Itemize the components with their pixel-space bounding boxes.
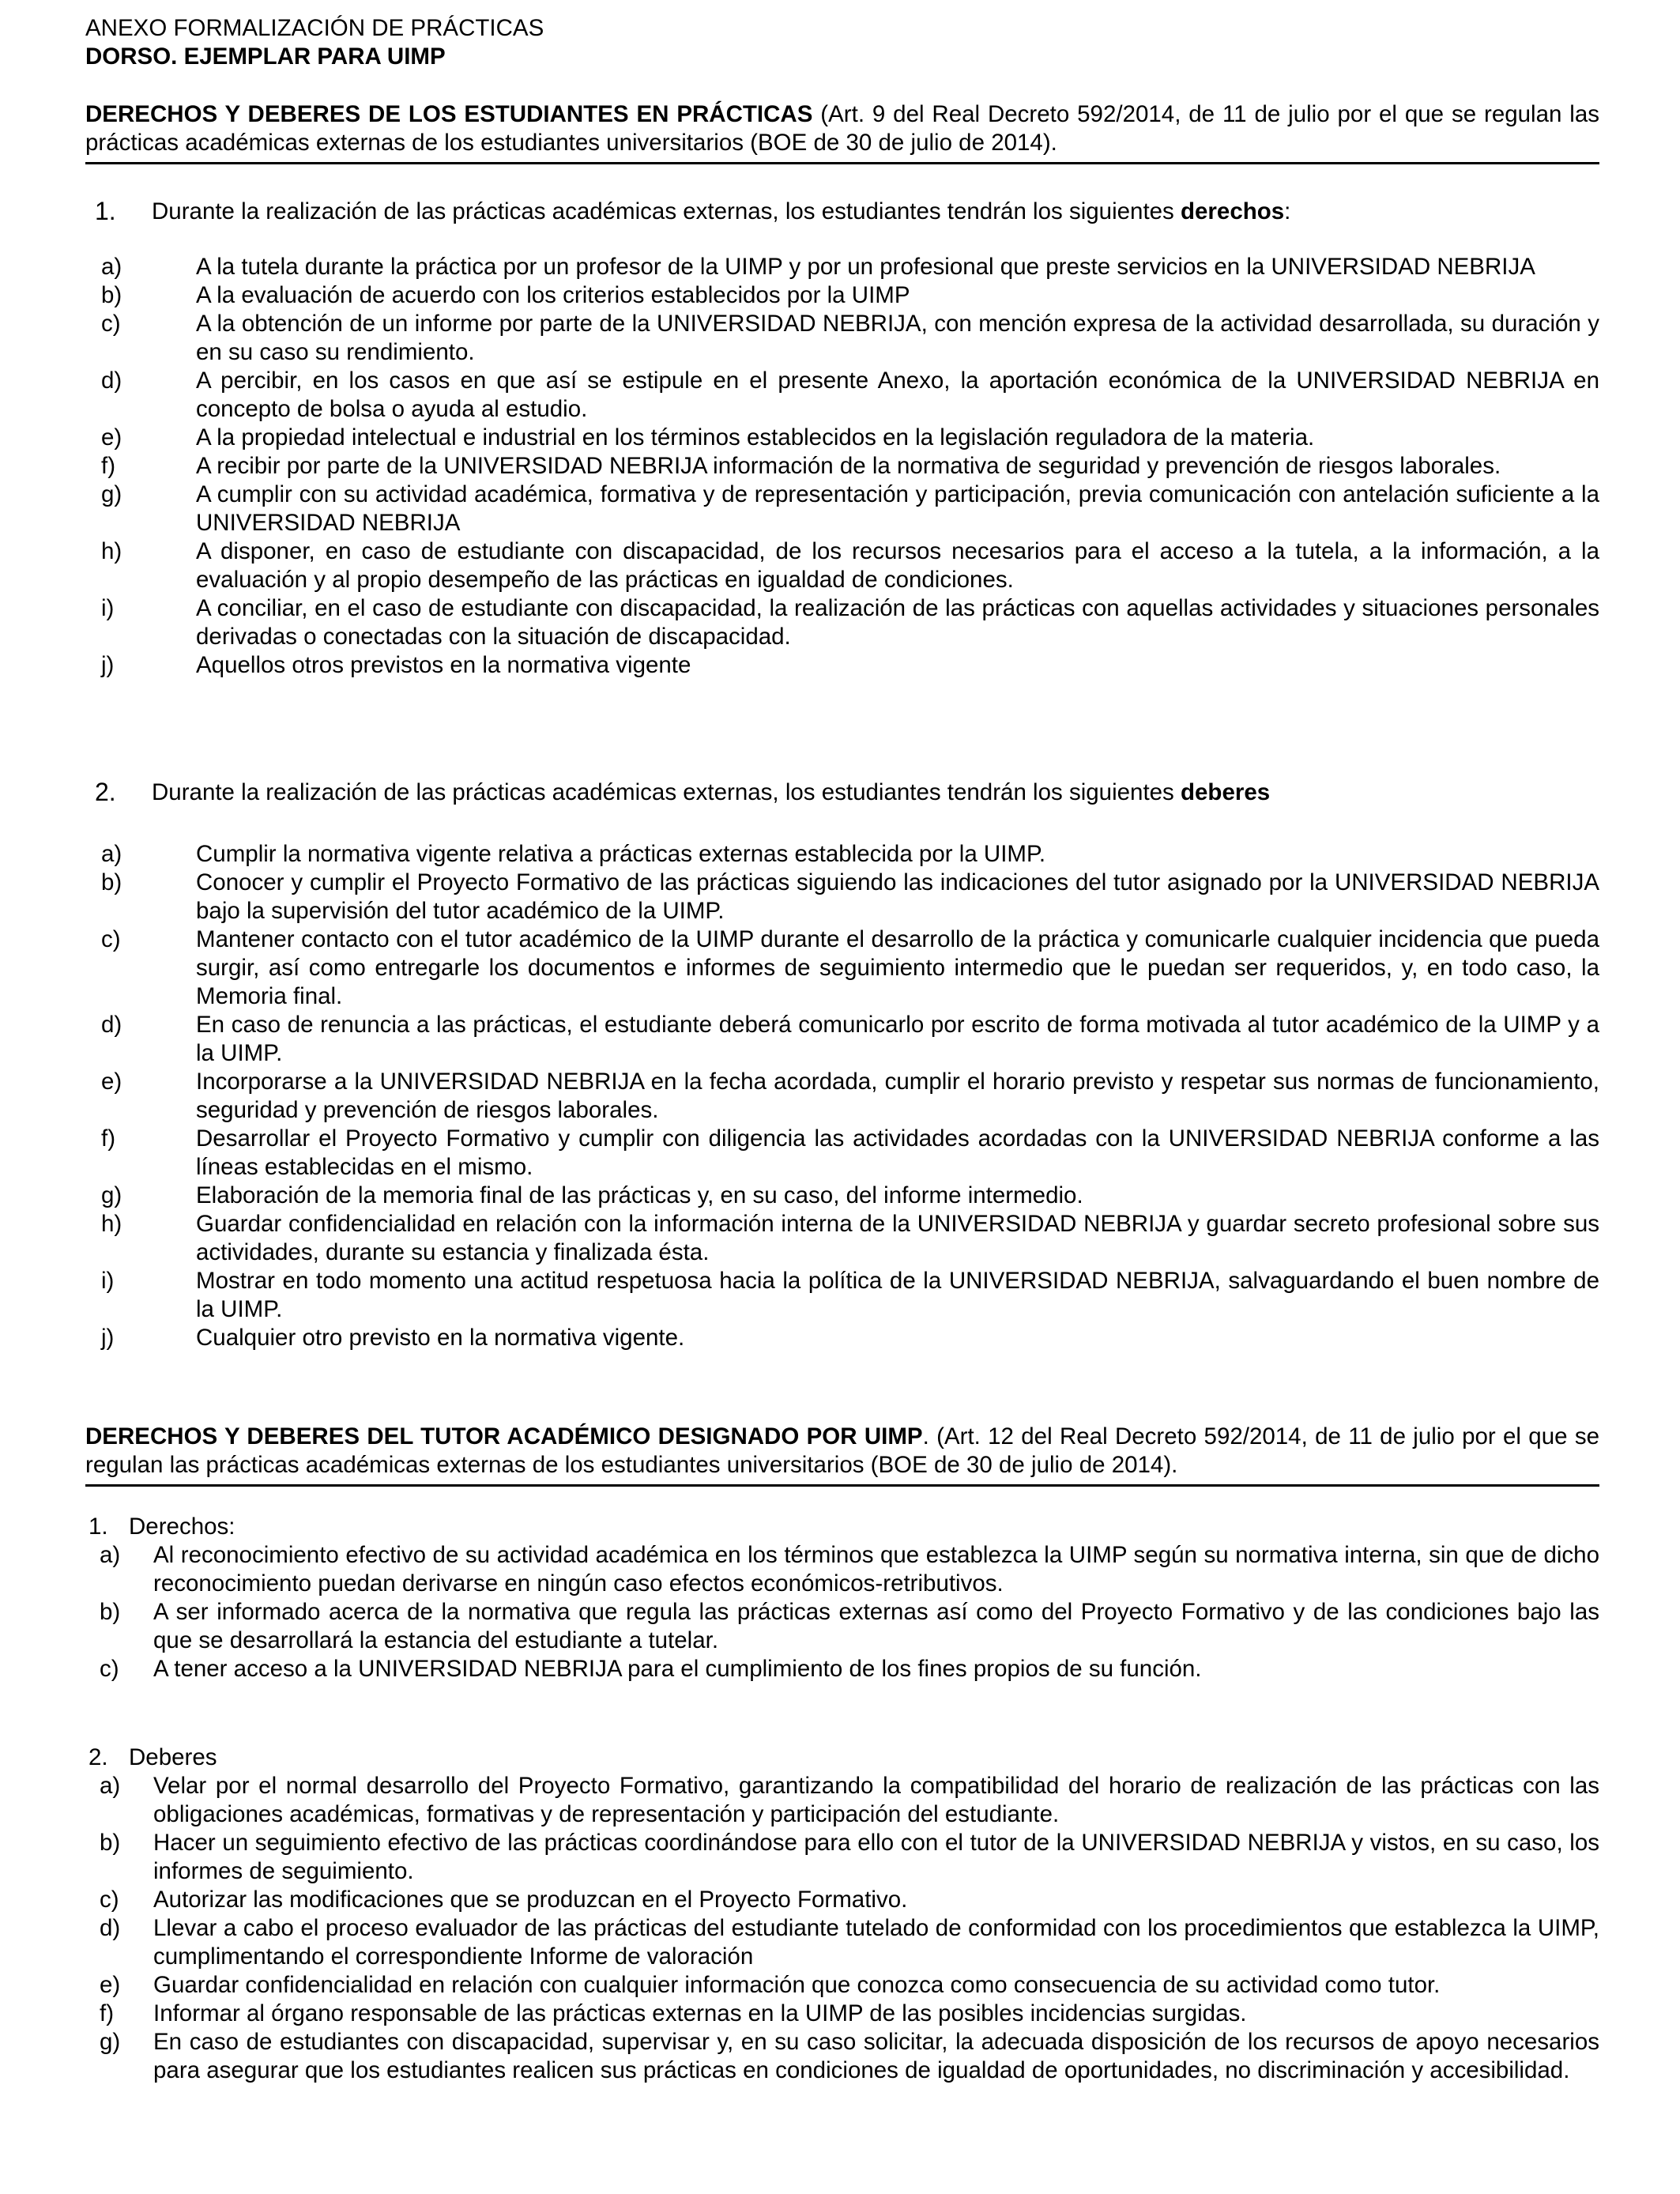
students-rights-intro-colon: : bbox=[1284, 198, 1291, 224]
list-item-label: a) bbox=[100, 1773, 121, 1799]
list-item-label: a) bbox=[101, 841, 122, 867]
list-item-text: En caso de estudiantes con discapacidad, supervisar y, en su caso solicitar, la adecuada disposición de los recursos de apoyo necesarios para asegurar que los estudiantes realicen sus prácticas en condiciones de igualdad de oportunidades, no discriminación y accesibilidad. bbox=[153, 2029, 1599, 2083]
list-item-text: Incorporarse a la UNIVERSIDAD NEBRIJA en la fecha acordada, cumplir el horario previsto y respetar sus normas de funcionamiento, seguridad y prevención de riesgos laborales. bbox=[196, 1069, 1599, 1123]
list-item-text: Hacer un seguimiento efectivo de las prácticas coordinándose para ello con el tutor de la UNIVERSIDAD NEBRIJA y vistos, en su caso, los informes de seguimiento. bbox=[153, 1830, 1599, 1884]
list-item-label: h) bbox=[101, 1211, 122, 1237]
list-item bbox=[101, 253, 1599, 281]
students-rights-number: 1. bbox=[95, 197, 116, 225]
list-item bbox=[101, 840, 1599, 869]
list-item bbox=[100, 1772, 1599, 1829]
list-item-text: A la propiedad intelectual e industrial en los términos establecidos en la legislación reguladora de la materia. bbox=[196, 424, 1315, 450]
list-item bbox=[101, 281, 1599, 310]
list-item-text: Informar al órgano responsable de las prácticas externas en la UIMP de las posibles incidencias surgidas. bbox=[153, 2000, 1247, 2026]
list-item-label: c) bbox=[100, 1656, 119, 1682]
list-item-text: Elaboración de la memoria final de las prácticas y, en su caso, del informe intermedio. bbox=[196, 1182, 1083, 1208]
list-item bbox=[101, 481, 1599, 537]
list-item-text: A conciliar, en el caso de estudiante con discapacidad, la realización de las prácticas con aquellas actividades y situaciones personales derivadas o conectadas con la situación de discapacidad. bbox=[196, 595, 1599, 650]
list-item-label: c) bbox=[101, 311, 121, 337]
students-duties-number: 2. bbox=[95, 778, 116, 806]
list-item bbox=[100, 1598, 1599, 1655]
list-item-text: Autorizar las modificaciones que se produzcan en el Proyecto Formativo. bbox=[153, 1887, 908, 1913]
list-item-text: A la tutela durante la práctica por un profesor de la UIMP y por un profesional que preste servicios en la UNIVERSIDAD NEBRIJA bbox=[196, 254, 1535, 280]
list-item-label: h) bbox=[101, 538, 122, 564]
list-item bbox=[100, 1971, 1599, 2000]
list-item-label: e) bbox=[101, 1069, 122, 1095]
list-item bbox=[101, 424, 1599, 452]
list-item-label: j) bbox=[101, 652, 115, 678]
students-section-heading bbox=[85, 100, 1599, 157]
list-item-label: g) bbox=[100, 2029, 121, 2055]
list-item-text: Mostrar en todo momento una actitud respetuosa hacia la política de la UNIVERSIDAD NEBRIJA, salvaguardando el buen nombre de la UIMP. bbox=[196, 1268, 1599, 1322]
students-heading-rule bbox=[85, 162, 1599, 164]
list-item bbox=[101, 310, 1599, 367]
list-item-text: A tener acceso a la UNIVERSIDAD NEBRIJA para el cumplimiento de los fines propios de su función. bbox=[153, 1656, 1202, 1682]
list-item-text: Cualquier otro previsto en la normativa vigente. bbox=[196, 1325, 685, 1351]
list-item bbox=[101, 1182, 1599, 1210]
list-item bbox=[101, 537, 1599, 594]
students-rights-intro-text: Durante la realización de las prácticas académicas externas, los estudiantes tendrán los siguientes bbox=[152, 198, 1181, 224]
list-item-text: Conocer y cumplir el Proyecto Formativo de las prácticas siguiendo las indicaciones del tutor asignado por la UNIVERSIDAD NEBRIJA bajo la supervisión del tutor académico de la UIMP. bbox=[196, 869, 1599, 924]
list-item-text: A ser informado acerca de la normativa que regula las prácticas externas así como del Proyecto Formativo y de las condiciones bajo las que se desarrollará la estancia del estudiante a tutelar. bbox=[153, 1599, 1599, 1653]
list-item-text: Guardar confidencialidad en relación con cualquier información que conozca como consecuencia de su actividad como tutor. bbox=[153, 1972, 1441, 1998]
list-item-label: f) bbox=[101, 1125, 116, 1152]
list-item-text: A cumplir con su actividad académica, formativa y de representación y participación, previa comunicación con antelación suficiente a la UNIVERSIDAD NEBRIJA bbox=[196, 481, 1599, 536]
tutor-heading-title: DERECHOS Y DEBERES DEL TUTOR ACADÉMICO DESIGNADO POR UIMP bbox=[85, 1423, 923, 1449]
list-item bbox=[101, 1267, 1599, 1324]
students-duties-intro-keyword: deberes bbox=[1181, 779, 1271, 805]
list-item-label: a) bbox=[100, 1542, 121, 1568]
students-rights-list bbox=[101, 253, 1599, 680]
tutor-heading-rule bbox=[85, 1484, 1599, 1487]
tutor-duties-number: 2. bbox=[89, 1744, 108, 1770]
list-item bbox=[100, 1655, 1599, 1683]
list-item-label: g) bbox=[101, 1182, 122, 1208]
tutor-rights-title: Derechos: bbox=[129, 1514, 235, 1540]
list-item bbox=[100, 1914, 1599, 1971]
list-item bbox=[101, 1011, 1599, 1068]
tutor-rights-list bbox=[100, 1541, 1599, 1683]
list-item-label: c) bbox=[100, 1887, 119, 1913]
list-item-text: A disponer, en caso de estudiante con discapacidad, de los recursos necesarios para el acceso a la tutela, a la información, a la evaluación y al propio desempeño de las prácticas en igualdad de condiciones. bbox=[196, 538, 1599, 593]
list-item-label: a) bbox=[101, 254, 122, 280]
list-item-label: d) bbox=[100, 1915, 121, 1941]
students-heading-reference: (Art. 9 del Real Decreto 592/2014, de 11 de julio por el que se regulan las prácticas académicas externas de los estudiantes universitarios (BOE de 30 de julio de 2014). bbox=[85, 101, 1599, 156]
list-item-text: Guardar confidencialidad en relación con la información interna de la UNIVERSIDAD NEBRIJA y guardar secreto profesional sobre sus actividades, durante su estancia y finalizada ésta. bbox=[196, 1211, 1599, 1265]
list-item-text: A la obtención de un informe por parte de la UNIVERSIDAD NEBRIJA, con mención expresa de la actividad desarrollada, su duración y en su caso su rendimiento. bbox=[196, 311, 1599, 365]
tutor-duties-list bbox=[100, 1772, 1599, 2085]
students-duties-intro bbox=[152, 778, 1599, 807]
list-item bbox=[100, 2028, 1599, 2085]
list-item bbox=[100, 1541, 1599, 1598]
list-item bbox=[101, 925, 1599, 1011]
list-item-text: Desarrollar el Proyecto Formativo y cumplir con diligencia las actividades acordadas con la UNIVERSIDAD NEBRIJA conforme a las líneas establecidas en el mismo. bbox=[196, 1125, 1599, 1180]
list-item-text: A percibir, en los casos en que así se estipule en el presente Anexo, la aportación económica de la UNIVERSIDAD NEBRIJA en concepto de bolsa o ayuda al estudio. bbox=[196, 368, 1599, 422]
annex-title: ANEXO FORMALIZACIÓN DE PRÁCTICAS bbox=[85, 15, 544, 41]
list-item-text: Aquellos otros previstos en la normativa vigente bbox=[196, 652, 691, 678]
tutor-section-heading bbox=[85, 1423, 1599, 1480]
list-item-label: d) bbox=[101, 368, 122, 394]
tutor-heading-reference: . (Art. 12 del Real Decreto 592/2014, de 11 de julio por el que se regulan las prácticas académicas externas de los estudiantes universitarios (BOE de 30 de julio de 2014). bbox=[85, 1423, 1599, 1478]
list-item-text: A recibir por parte de la UNIVERSIDAD NEBRIJA información de la normativa de seguridad y prevención de riesgos laborales. bbox=[196, 453, 1501, 479]
list-item-label: e) bbox=[100, 1972, 121, 1998]
list-item-text: Velar por el normal desarrollo del Proyecto Formativo, garantizando la compatibilidad del horario de realización de las prácticas con las obligaciones académicas, formativas y de representación y participación del estudiante. bbox=[153, 1773, 1599, 1827]
list-item bbox=[101, 594, 1599, 651]
list-item-label: e) bbox=[101, 424, 122, 450]
list-item-label: i) bbox=[101, 595, 115, 621]
list-item-label: c) bbox=[101, 926, 121, 952]
list-item bbox=[101, 651, 1599, 680]
list-item-label: b) bbox=[101, 869, 122, 895]
list-item-label: b) bbox=[100, 1830, 121, 1856]
list-item-label: f) bbox=[100, 2000, 115, 2026]
students-duties-list bbox=[101, 840, 1599, 1352]
list-item bbox=[101, 1324, 1599, 1352]
list-item bbox=[100, 1829, 1599, 1886]
list-item-text: En caso de renuncia a las prácticas, el estudiante deberá comunicarlo por escrito de forma motivada al tutor académico de la UIMP y a la UIMP. bbox=[196, 1012, 1599, 1066]
list-item-label: b) bbox=[100, 1599, 121, 1625]
list-item bbox=[101, 869, 1599, 925]
list-item-label: b) bbox=[101, 282, 122, 308]
list-item-text: Llevar a cabo el proceso evaluador de las prácticas del estudiante tutelado de conformidad con los procedimientos que establezca la UIMP, cumplimentando el correspondiente Informe de valoración bbox=[153, 1915, 1599, 1970]
tutor-duties-title: Deberes bbox=[129, 1744, 217, 1770]
list-item-label: j) bbox=[101, 1325, 115, 1351]
tutor-rights-number: 1. bbox=[89, 1514, 108, 1540]
list-item-label: i) bbox=[101, 1268, 115, 1294]
list-item-text: Mantener contacto con el tutor académico de la UIMP durante el desarrollo de la práctica y comunicarle cualquier incidencia que pueda surgir, así como entregarle los documentos e informes de seguimiento intermedio que le puedan ser requeridos, y, en todo caso, la Memoria final. bbox=[196, 926, 1599, 1009]
list-item-label: f) bbox=[101, 453, 116, 479]
students-duties-intro-text: Durante la realización de las prácticas académicas externas, los estudiantes tendrán los siguientes bbox=[152, 779, 1181, 805]
list-item bbox=[100, 2000, 1599, 2028]
list-item-label: g) bbox=[101, 481, 122, 507]
list-item bbox=[101, 1068, 1599, 1125]
list-item bbox=[101, 1125, 1599, 1182]
copy-designation: DORSO. EJEMPLAR PARA UIMP bbox=[85, 43, 446, 70]
students-rights-intro bbox=[152, 198, 1599, 226]
students-rights-intro-keyword: derechos bbox=[1181, 198, 1285, 224]
list-item-text: Al reconocimiento efectivo de su actividad académica en los términos que establezca la UIMP según su normativa interna, sin que de dicho reconocimiento puedan derivarse en ningún caso efectos económicos-retributivos. bbox=[153, 1542, 1599, 1596]
list-item bbox=[101, 452, 1599, 481]
list-item-text: A la evaluación de acuerdo con los criterios establecidos por la UIMP bbox=[196, 282, 910, 308]
students-heading-title: DERECHOS Y DEBERES DE LOS ESTUDIANTES EN PRÁCTICAS bbox=[85, 101, 813, 127]
list-item bbox=[101, 1210, 1599, 1267]
list-item-text: Cumplir la normativa vigente relativa a prácticas externas establecida por la UIMP. bbox=[196, 841, 1046, 867]
list-item bbox=[100, 1886, 1599, 1914]
list-item-label: d) bbox=[101, 1012, 122, 1038]
list-item bbox=[101, 367, 1599, 424]
